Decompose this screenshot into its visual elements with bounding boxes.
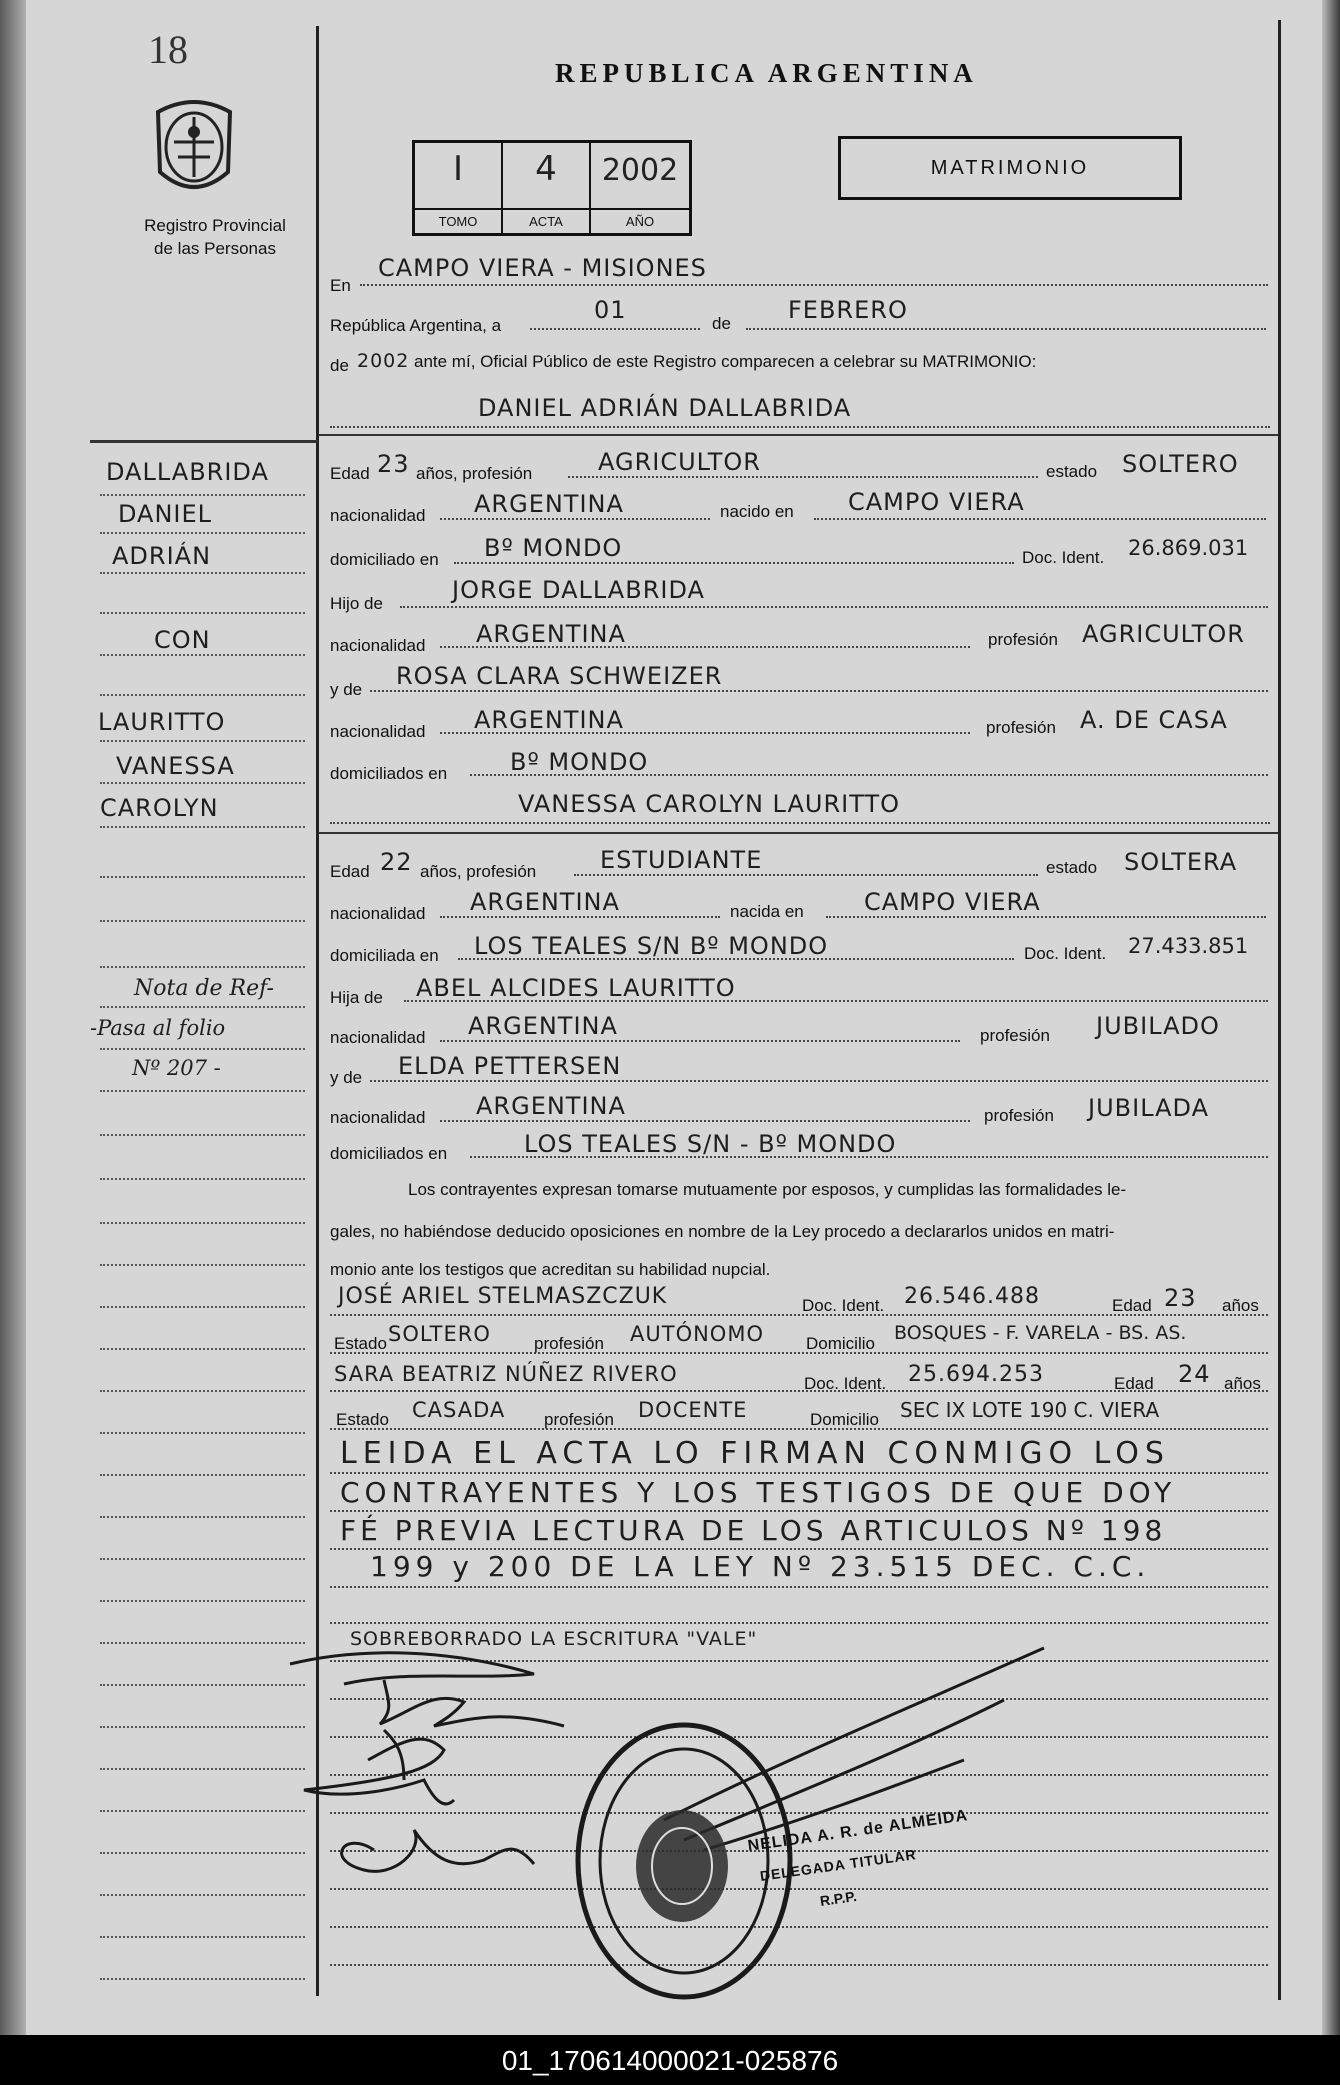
groom-anos-profesion-label: años, profesión — [416, 464, 533, 483]
margin-rule — [100, 1178, 305, 1180]
bride-mother-nat-label: nacionalidad — [330, 1108, 426, 1127]
bride-section-rule — [318, 832, 1278, 834]
bride-civil-status: SOLTERA — [1124, 848, 1238, 876]
closing-blank-rule-1 — [330, 1622, 1268, 1624]
closing-line-2-rule — [330, 1510, 1268, 1512]
groom-mother-prof-label: profesión — [986, 718, 1056, 737]
blank-rule-h — [330, 1964, 1268, 1966]
groom-parents-dom-label: domiciliados en — [330, 764, 448, 783]
margin-rule — [100, 1264, 305, 1266]
margin-rule — [100, 1642, 305, 1644]
groom-estado-label: estado — [1046, 462, 1098, 481]
witness-1-profession: AUTÓNOMO — [630, 1322, 764, 1346]
day: 01 — [594, 296, 627, 324]
de-label: de — [712, 314, 731, 333]
margin-line-2: DANIEL — [118, 500, 213, 528]
provincial-seal-icon — [148, 92, 240, 202]
margin-rule — [100, 1810, 305, 1812]
margin-rule — [100, 572, 305, 574]
tomo-value: I — [452, 149, 464, 189]
groom-civil-status: SOLTERO — [1122, 450, 1239, 478]
blank-rule-g — [330, 1926, 1268, 1928]
office-line-2: de las Personas — [154, 239, 276, 258]
closing-note: SOBREBORRADO LA ESCRITURA "VALE" — [350, 1628, 758, 1650]
bride-mother: ELDA PETTERSEN — [398, 1052, 622, 1080]
bride-yde-label: y de — [330, 1068, 363, 1087]
bride-father-nat-line — [440, 1040, 960, 1042]
groom-birthplace-line — [814, 518, 1266, 520]
margin-rule — [100, 782, 305, 784]
witness-2-doc-label: Doc. Ident. — [804, 1374, 887, 1393]
margin-line-5: LAURITTO — [98, 708, 226, 736]
bride-nationality-line — [440, 916, 720, 918]
margin-rule — [100, 1432, 305, 1434]
bride-name-line — [330, 822, 1270, 824]
bride-domicilio-label: domiciliada en — [330, 946, 439, 965]
bride-father-nationality: ARGENTINA — [468, 1012, 618, 1040]
tomo-cell — [415, 143, 503, 233]
witness-1-anos-label: años — [1222, 1296, 1259, 1315]
bride-address: LOS TEALES S/N Bº MONDO — [474, 932, 829, 960]
margin-rule — [100, 1852, 305, 1854]
country-title: REPUBLICA ARGENTINA — [555, 58, 978, 88]
margin-rule — [100, 1894, 305, 1896]
margin-rule — [100, 1134, 305, 1136]
declaration-line-3: monio ante los testigos que acreditan su habilidad nupcial. — [330, 1260, 771, 1279]
bride-hija-label: Hija de — [330, 988, 383, 1007]
office-name — [110, 214, 320, 260]
groom-nationality-line — [440, 518, 710, 520]
bride-mother-profession: JUBILADA — [1088, 1094, 1210, 1122]
month-line — [746, 328, 1266, 330]
groom-doc-label: Doc. Ident. — [1022, 548, 1105, 567]
bride-father-nat-label: nacionalidad — [330, 1028, 426, 1047]
right-border — [1278, 20, 1281, 2000]
bride-full-name: VANESSA CAROLYN LAURITTO — [518, 790, 900, 818]
acta-cell — [503, 143, 591, 233]
act-type-box: MATRIMONIO — [838, 136, 1182, 200]
groom-domicilio-label: domiciliado en — [330, 550, 439, 569]
closing-line-4: 199 y 200 DE LA LEY Nº 23.515 DEC. C.C. — [370, 1550, 1151, 1583]
witness-1-doc-label: Doc. Ident. — [802, 1296, 885, 1315]
witness-2-line-b — [330, 1428, 1268, 1430]
closing-line-1-rule — [330, 1472, 1268, 1474]
margin-rule — [100, 1474, 305, 1476]
groom-full-name: DANIEL ADRIÁN DALLABRIDA — [478, 394, 852, 422]
intro-text: ante mí, Oficial Público de este Registro comparecen a celebrar su MATRIMONIO: — [414, 352, 1037, 371]
groom-mother-line — [370, 690, 1268, 692]
witness-2-doc: 25.694.253 — [908, 1362, 1044, 1387]
registry-box — [412, 140, 692, 236]
officer-title: DELEGADA TITULAR — [758, 1846, 918, 1884]
bride-edad-label: Edad — [330, 862, 370, 881]
groom-father: JORGE DALLABRIDA — [452, 576, 705, 604]
groom-yde-label: y de — [330, 680, 363, 699]
margin-rule — [100, 740, 305, 742]
groom-hijo-label: Hijo de — [330, 594, 383, 613]
groom-address-line — [454, 562, 1014, 564]
binding-shadow — [0, 0, 26, 2035]
bride-doc: 27.433.851 — [1128, 934, 1249, 958]
margin-rule — [100, 1558, 305, 1560]
ano-value: 2002 — [601, 153, 679, 188]
margin-rule — [100, 1726, 305, 1728]
groom-name-line — [330, 426, 1270, 428]
witness-1-name: JOSÉ ARIEL STELMASZCZUK — [338, 1284, 668, 1309]
margin-rule — [100, 1600, 305, 1602]
bride-mother-line — [370, 1080, 1268, 1082]
witness-1-line-b — [330, 1352, 1268, 1354]
margin-line-7: CAROLYN — [100, 794, 219, 822]
image-code: 01_170614000021-025876 — [501, 2045, 839, 2076]
groom-mother-profession: A. DE CASA — [1080, 706, 1228, 734]
officer-abbr: R.P.P. — [818, 1887, 858, 1909]
bride-nationality: ARGENTINA — [470, 888, 620, 916]
witness-2-profesion-label: profesión — [544, 1410, 614, 1429]
bride-estado-label: estado — [1046, 858, 1098, 877]
margin-rule — [100, 1978, 305, 1980]
groom-edad-label: Edad — [330, 464, 370, 483]
margin-rule — [100, 1768, 305, 1770]
witness-1-address: BOSQUES - F. VARELA - BS. AS. — [894, 1322, 1187, 1344]
witness-1-civil-status: SOLTERO — [388, 1322, 491, 1346]
groom-parents-address: Bº MONDO — [510, 748, 649, 776]
page-number: 18 — [148, 27, 188, 72]
witness-1-doc: 26.546.488 — [904, 1284, 1040, 1309]
groom-father-prof-label: profesión — [988, 630, 1058, 649]
acta-value: 4 — [535, 149, 557, 189]
margin-rule — [100, 876, 305, 878]
day-line — [530, 328, 700, 330]
bride-father: ABEL ALCIDES LAURITTO — [416, 974, 736, 1002]
margin-rule — [100, 494, 305, 496]
officer-name: NELIDA A. R. de ALMEIDA — [746, 1807, 970, 1855]
groom-birthplace: CAMPO VIERA — [848, 488, 1025, 516]
year-prefix: de — [330, 356, 349, 375]
official-stamp-icon — [572, 1718, 796, 2004]
witness-1-profesion-label: profesión — [534, 1334, 604, 1353]
bride-birthplace-line — [826, 916, 1266, 918]
ano-cell — [591, 143, 689, 233]
margin-rule — [100, 654, 305, 656]
bride-birthplace: CAMPO VIERA — [864, 888, 1041, 916]
groom-mother-nationality: ARGENTINA — [474, 706, 624, 734]
bride-father-profession: JUBILADO — [1096, 1012, 1220, 1040]
witness-2-address: SEC IX LOTE 190 C. VIERA — [900, 1398, 1160, 1422]
margin-rule — [100, 694, 305, 696]
groom-nacionalidad-label: nacionalidad — [330, 506, 426, 525]
margin-rule — [100, 1306, 305, 1308]
witness-2-age: 24 — [1178, 1360, 1211, 1388]
margin-rule — [100, 1222, 305, 1224]
bride-anos-profesion-label: años, profesión — [420, 862, 537, 881]
month: FEBRERO — [788, 296, 908, 324]
groom-section-rule — [318, 434, 1278, 436]
margin-note-1: Nota de Ref- — [134, 976, 274, 1001]
closing-line-2: CONTRAYENTES Y LOS TESTIGOS DE QUE DOY — [340, 1476, 1177, 1509]
margin-rule — [100, 1006, 305, 1008]
republica-label: República Argentina, a — [330, 316, 502, 335]
margin-line-3: ADRIÁN — [112, 542, 212, 570]
witness-2-civil-status: CASADA — [412, 1398, 506, 1422]
bride-father-prof-label: profesión — [980, 1026, 1050, 1045]
groom-father-line — [400, 606, 1268, 608]
margin-note-3: Nº 207 - — [132, 1056, 221, 1080]
margin-rule — [100, 1090, 305, 1092]
witness-2-edad-label: Edad — [1114, 1374, 1154, 1393]
groom-father-profession: AGRICULTOR — [1082, 620, 1245, 648]
witness-1-domicilio-label: Domicilio — [806, 1334, 875, 1353]
office-line-1: Registro Provincial — [144, 216, 286, 235]
margin-rule — [100, 1684, 305, 1686]
bride-doc-label: Doc. Ident. — [1024, 944, 1107, 963]
margin-rule — [100, 826, 305, 828]
margin-note-2: -Pasa al folio — [90, 1016, 226, 1040]
groom-age: 23 — [377, 450, 410, 478]
groom-profession: AGRICULTOR — [598, 448, 761, 476]
declaration-line-1: Los contrayentes expresan tomarse mutuamente por esposos, y cumplidas las formalidades le- — [408, 1180, 1127, 1199]
place: CAMPO VIERA - MISIONES — [378, 254, 707, 282]
ano-label: AÑO — [591, 208, 689, 229]
bride-age: 22 — [380, 848, 413, 876]
bride-profession: ESTUDIANTE — [600, 846, 763, 874]
witness-2-anos-label: años — [1224, 1374, 1261, 1393]
groom-doc: 26.869.031 — [1128, 536, 1249, 560]
bride-profession-line — [574, 874, 1038, 876]
margin-line-4: CON — [154, 626, 211, 654]
year: 2002 — [357, 350, 410, 372]
acta-label: ACTA — [503, 208, 589, 229]
margin-rule — [100, 532, 305, 534]
groom-father-nationality: ARGENTINA — [476, 620, 626, 648]
groom-address: Bº MONDO — [484, 534, 623, 562]
place-line — [360, 284, 1268, 286]
margin-rule — [100, 1516, 305, 1518]
closing-line-1: LEIDA EL ACTA LO FIRMAN CONMIGO LOS — [340, 1436, 1170, 1471]
margin-rule — [100, 1390, 305, 1392]
en-label: En — [330, 276, 351, 295]
declaration-line-2: gales, no habiéndose deducido oposiciones en nombre de la Ley procedo a declararlos unidos en matri- — [330, 1222, 1115, 1241]
margin-line-1: DALLABRIDA — [106, 458, 269, 486]
margin-rule — [100, 612, 305, 614]
witness-2-estado-label: Estado — [336, 1410, 389, 1429]
closing-line-4-rule — [330, 1586, 1268, 1588]
witness-1-estado-label: Estado — [334, 1334, 387, 1353]
groom-mother: ROSA CLARA SCHWEIZER — [396, 662, 723, 690]
groom-mother-nat-label: nacionalidad — [330, 722, 426, 741]
margin-rule — [100, 1048, 305, 1050]
closing-line-3: FÉ PREVIA LECTURA DE LOS ARTICULOS Nº 198 — [340, 1514, 1167, 1547]
groom-father-nat-label: nacionalidad — [330, 636, 426, 655]
bride-mother-prof-label: profesión — [984, 1106, 1054, 1125]
margin-top-rule — [90, 440, 318, 443]
bride-nacionalidad-label: nacionalidad — [330, 904, 426, 923]
witness-2-name: SARA BEATRIZ NÚÑEZ RIVERO — [334, 1362, 678, 1386]
bride-mother-nat-line — [440, 1120, 970, 1122]
bride-parents-dom-label: domiciliados en — [330, 1144, 448, 1163]
margin-rule — [100, 1348, 305, 1350]
margin-rule — [100, 966, 305, 968]
groom-nationality: ARGENTINA — [474, 490, 624, 518]
groom-nacido-label: nacido en — [720, 502, 794, 521]
margin-rule — [100, 920, 305, 922]
margin-rule — [100, 1936, 305, 1938]
witness-2-profession: DOCENTE — [638, 1398, 748, 1422]
bride-mother-nationality: ARGENTINA — [476, 1092, 626, 1120]
witness-1-age: 23 — [1164, 1284, 1197, 1312]
witness-2-domicilio-label: Domicilio — [810, 1410, 879, 1429]
page-edge — [1322, 0, 1340, 2035]
groom-profession-line — [568, 476, 1038, 478]
bride-parents-address: LOS TEALES S/N - Bº MONDO — [524, 1130, 897, 1158]
margin-line-6: VANESSA — [116, 752, 235, 780]
witness-1-edad-label: Edad — [1112, 1296, 1152, 1315]
bride-nacida-label: nacida en — [730, 902, 804, 921]
tomo-label: TOMO — [415, 208, 501, 229]
